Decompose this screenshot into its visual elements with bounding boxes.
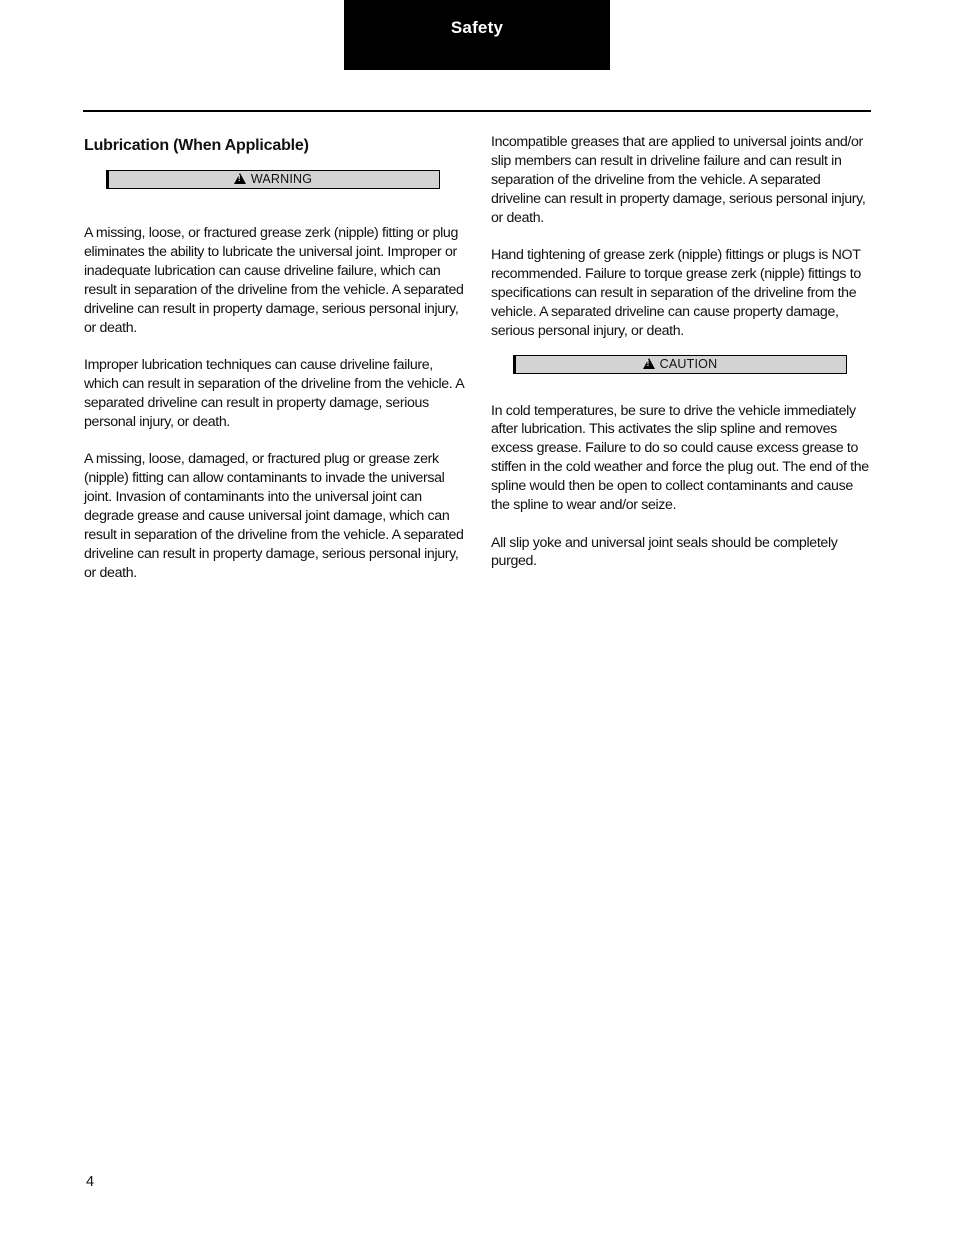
paragraph: All slip yoke and universal joint seals should be completely purged.: [491, 534, 838, 570]
warning-banner: [106, 170, 440, 189]
right-column: [491, 133, 871, 590]
paragraph: In cold temperatures, be sure to drive the vehicle immediately after lubrication. This activates the slip spline and removes excess grease. Failure to do so could cause excess grease to stiffen in the cold weather and force the plug out. The end of the spline would then be open to collect contaminants and cause the spline to wear and/or seize.: [491, 402, 869, 514]
paragraph: A missing, loose, or fractured grease zerk (nipple) fitting or plug eliminates the ability to lubricate the universal joint. Improper or inadequate lubrication can cause driveline failure, which can result in separation of the driveline from the vehicle. A separated driveline can result in property damage, serious personal injury, or death.: [84, 225, 464, 336]
caution-label: CAUTION: [659, 356, 718, 371]
paragraph: A missing, loose, damaged, or fractured plug or grease zerk (nipple) fitting can allow contaminants to invade the universal joint. Invasion of contaminants into the universal joint can degrade grease and cause universal joint damage, which can result in separation of the driveline from the vehicle. A separated driveline can result in property damage, serious personal injury, or death.: [84, 451, 464, 581]
section-tab-label: Safety: [450, 18, 504, 37]
left-column: [84, 133, 464, 601]
paragraph: Incompatible greases that are applied to universal joints and/or slip members can result in driveline failure and can result in separation of the driveline from the vehicle. A separated driveline can result in property damage, serious personal injury, or death.: [491, 134, 866, 226]
page-number: 4: [86, 1174, 95, 1190]
warning-triangle-icon: [234, 173, 246, 184]
warning-label: WARNING: [250, 172, 313, 186]
caution-banner: [513, 355, 847, 374]
section-tab: [344, 0, 610, 70]
paragraph: Hand tightening of grease zerk (nipple) fittings or plugs is NOT recommended. Failure to torque grease zerk (nipple) fittings to specifications can result in separation of the driveline from the vehicle. A separated driveline can cause property damage, serious personal injury, or death.: [491, 247, 861, 339]
section-heading: Lubrication (When Applicable): [84, 137, 309, 154]
caution-triangle-icon: [643, 358, 655, 369]
paragraph: Improper lubrication techniques can cause driveline failure, which can result in separation of the driveline from the vehicle. A separated driveline can result in property damage, serious personal injury, or death.: [84, 356, 464, 430]
header-divider: [83, 110, 871, 112]
